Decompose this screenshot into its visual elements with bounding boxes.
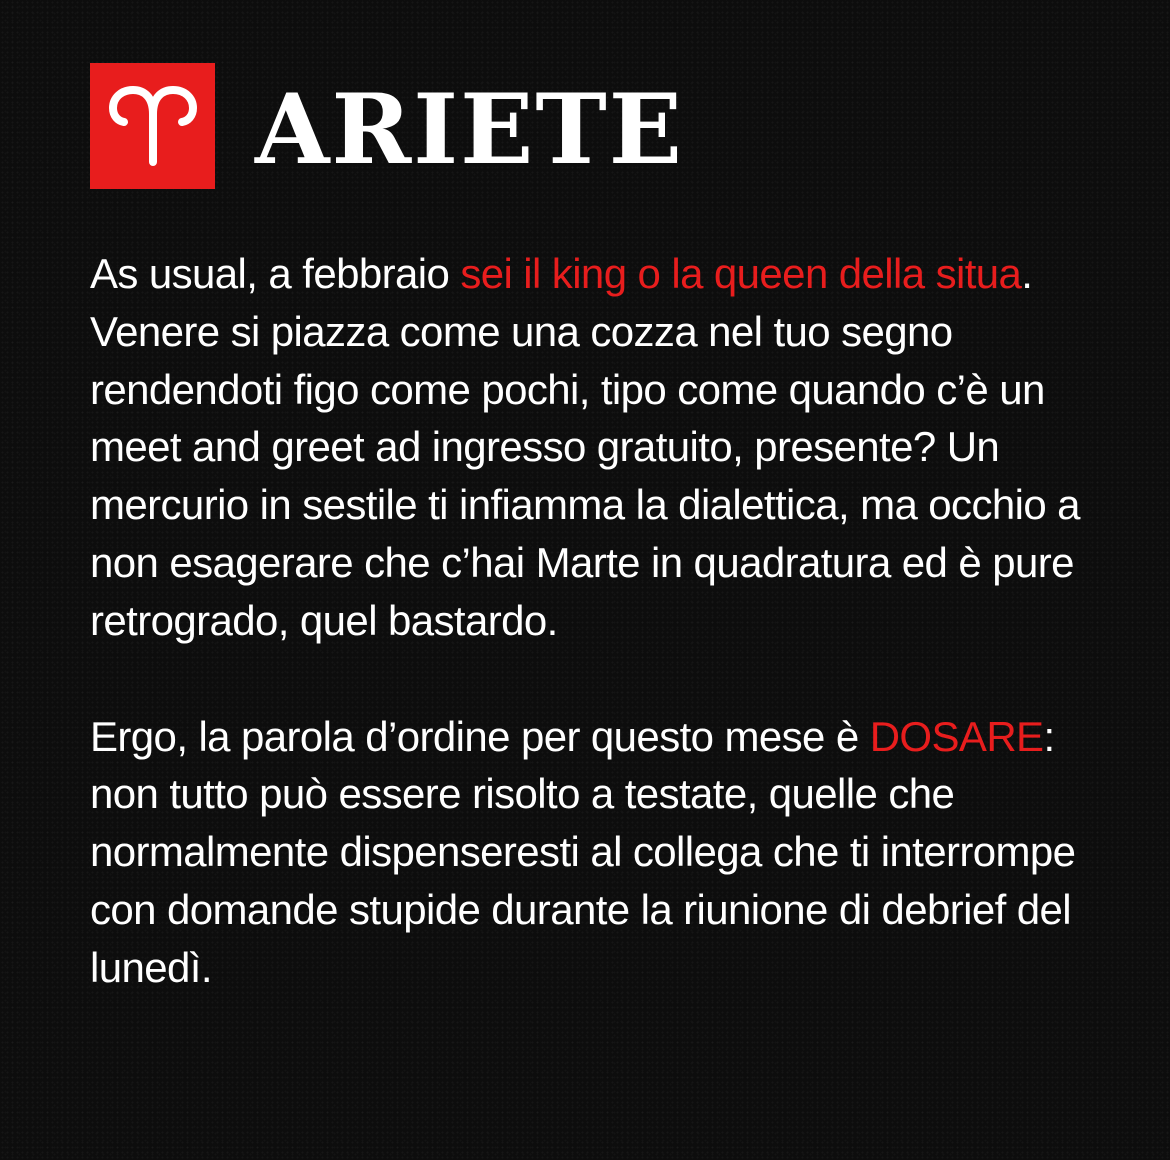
paragraph-1-text-1: As usual, a febbraio	[90, 250, 461, 297]
page-title: ARIETE	[255, 73, 684, 186]
header	[90, 63, 684, 189]
paragraph-2	[90, 708, 1100, 997]
aries-sign-badge	[90, 63, 215, 189]
paragraph-1	[90, 245, 1100, 650]
paragraph-1-text-2: . Venere si piazza come una cozza nel tuo segno rendendoti figo come pochi, tipo come quando c’è un meet and greet ad ingresso gratuito, presente? Un mercurio in sestile ti infiamma la dialettica, ma occhio a non esagerare che c’hai Marte in quadratura ed è pure retrogrado, quel bastardo.	[90, 250, 1080, 644]
aries-symbol-icon	[105, 86, 201, 166]
paragraph-2-highlight: DOSARE	[869, 712, 1044, 760]
paragraph-2-text-1: Ergo, la parola d’ordine per questo mese è	[90, 712, 870, 760]
paragraph-2-text-2: : non tutto può essere risolto a testate, quelle che normalmente dispenseresti al collega che ti interrompe con domande stupide durante la riunione di debrief del lunedì.	[90, 712, 1076, 991]
horoscope-text	[90, 245, 1100, 997]
paragraph-1-highlight: sei il king o la queen della situa	[460, 250, 1022, 297]
